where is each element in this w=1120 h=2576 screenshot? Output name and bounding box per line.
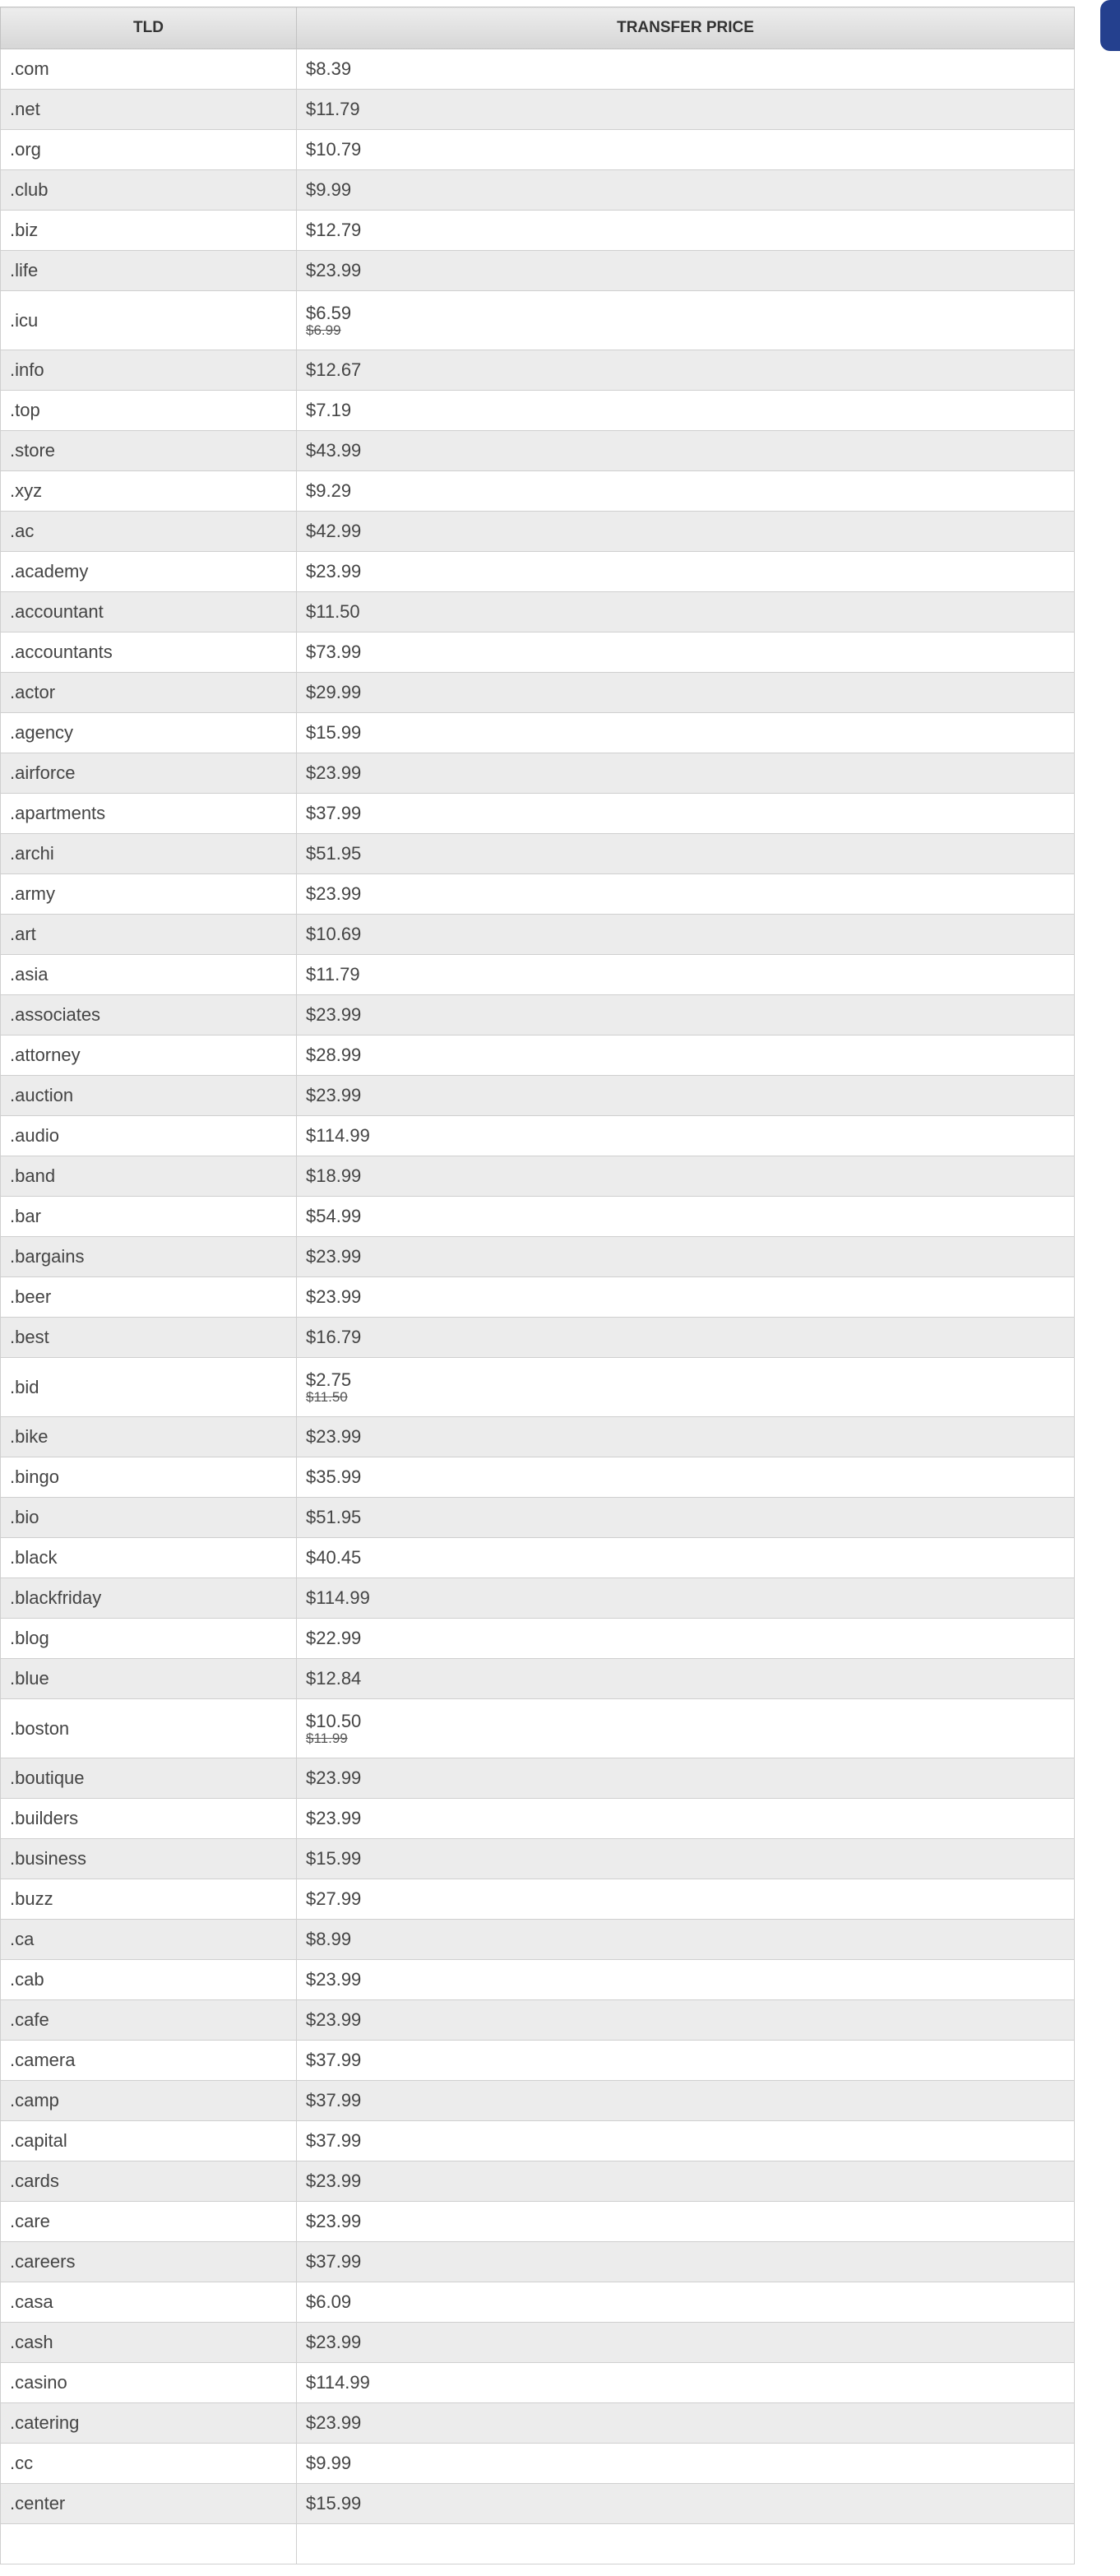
table-row	[1, 1659, 1075, 1699]
tld-cell: .black	[1, 1538, 297, 1578]
transfer-price: $10.69	[306, 924, 362, 944]
transfer-price: $28.99	[306, 1045, 362, 1065]
tld-cell: .care	[1, 2202, 297, 2242]
table-row	[1, 2121, 1075, 2161]
table-row	[1, 1578, 1075, 1619]
tld-cell: .boston	[1, 1699, 297, 1758]
transfer-price: $11.79	[306, 99, 360, 119]
price-cell	[297, 2081, 1075, 2121]
tld-price-table-container	[0, 7, 1074, 2564]
transfer-price: $23.99	[306, 260, 362, 280]
transfer-price: $11.79	[306, 964, 360, 985]
table-row	[1, 753, 1075, 794]
price-cell	[297, 2242, 1075, 2282]
price-cell	[297, 1758, 1075, 1799]
transfer-price: $37.99	[306, 803, 362, 823]
transfer-price: $12.84	[306, 1668, 362, 1689]
table-row	[1, 130, 1075, 170]
price-cell	[297, 1799, 1075, 1839]
transfer-price: $51.95	[306, 1507, 362, 1527]
price-cell	[297, 1237, 1075, 1277]
price-cell	[297, 915, 1075, 955]
price-cell	[297, 2202, 1075, 2242]
table-row	[1, 1197, 1075, 1237]
transfer-price: $6.09	[306, 2291, 352, 2312]
tld-cell: .cafe	[1, 2000, 297, 2041]
transfer-price: $29.99	[306, 682, 362, 702]
tld-cell: .accountant	[1, 592, 297, 632]
table-row	[1, 2161, 1075, 2202]
transfer-price: $43.99	[306, 440, 362, 461]
tld-cell: .bar	[1, 1197, 297, 1237]
table-row	[1, 1879, 1075, 1920]
price-cell	[297, 1197, 1075, 1237]
transfer-price: $23.99	[306, 2171, 362, 2191]
price-cell	[297, 2282, 1075, 2323]
table-row	[1, 1758, 1075, 1799]
tld-cell: .beer	[1, 1277, 297, 1318]
transfer-price: $23.99	[306, 762, 362, 783]
transfer-price: $37.99	[306, 2130, 362, 2151]
table-row	[1, 1920, 1075, 1960]
tld-cell: .bargains	[1, 1237, 297, 1277]
table-row	[1, 512, 1075, 552]
tld-cell: .associates	[1, 995, 297, 1035]
table-row	[1, 1839, 1075, 1879]
price-cell	[297, 2323, 1075, 2363]
table-row	[1, 2363, 1075, 2403]
tld-cell: .academy	[1, 552, 297, 592]
transfer-price: $7.19	[306, 400, 352, 420]
transfer-price: $42.99	[306, 521, 362, 541]
price-cell	[297, 2484, 1075, 2524]
price-cell	[297, 955, 1075, 995]
price-cell	[297, 2524, 1075, 2564]
table-row	[1, 1156, 1075, 1197]
transfer-price: $23.99	[306, 1004, 362, 1025]
table-row	[1, 794, 1075, 834]
table-row	[1, 2282, 1075, 2323]
tld-cell: .bike	[1, 1417, 297, 1457]
tld-cell: .net	[1, 90, 297, 130]
table-row	[1, 2323, 1075, 2363]
price-cell	[297, 2121, 1075, 2161]
price-cell	[297, 673, 1075, 713]
price-cell	[297, 2363, 1075, 2403]
transfer-price: $23.99	[306, 1085, 362, 1105]
table-row	[1, 2081, 1075, 2121]
tld-cell: .bid	[1, 1358, 297, 1417]
price-cell	[297, 49, 1075, 90]
table-row	[1, 955, 1075, 995]
price-cell	[297, 1417, 1075, 1457]
table-row	[1, 90, 1075, 130]
table-row	[1, 251, 1075, 291]
transfer-price: $10.50	[306, 1710, 362, 1731]
table-row	[1, 2484, 1075, 2524]
tld-cell: .ac	[1, 512, 297, 552]
table-row	[1, 350, 1075, 391]
price-cell	[297, 512, 1075, 552]
table-row	[1, 1076, 1075, 1116]
transfer-price: $10.79	[306, 139, 362, 160]
transfer-price: $16.79	[306, 1327, 362, 1347]
table-header-row	[1, 7, 1075, 49]
tld-cell: .auction	[1, 1076, 297, 1116]
price-cell	[297, 632, 1075, 673]
table-row	[1, 1619, 1075, 1659]
transfer-price: $8.99	[306, 1929, 352, 1949]
price-cell	[297, 713, 1075, 753]
table-row	[1, 2202, 1075, 2242]
tld-cell: .capital	[1, 2121, 297, 2161]
transfer-price: $40.45	[306, 1547, 362, 1568]
transfer-price: $23.99	[306, 1969, 362, 1990]
price-cell	[297, 592, 1075, 632]
table-row	[1, 1699, 1075, 1758]
table-row	[1, 713, 1075, 753]
table-row	[1, 632, 1075, 673]
price-cell	[297, 1277, 1075, 1318]
tld-cell: .blackfriday	[1, 1578, 297, 1619]
original-price-strikethrough: $6.99	[306, 322, 341, 338]
price-cell	[297, 2444, 1075, 2484]
transfer-price: $23.99	[306, 883, 362, 904]
price-cell	[297, 1578, 1075, 1619]
tld-cell: .camera	[1, 2041, 297, 2081]
tld-cell: .blog	[1, 1619, 297, 1659]
tld-cell: .biz	[1, 211, 297, 251]
tld-cell: .art	[1, 915, 297, 955]
tld-cell: .actor	[1, 673, 297, 713]
transfer-price: $23.99	[306, 2332, 362, 2352]
tld-cell: .careers	[1, 2242, 297, 2282]
price-cell	[297, 2403, 1075, 2444]
transfer-price: $9.29	[306, 480, 352, 501]
tld-cell	[1, 2524, 297, 2564]
table-row	[1, 874, 1075, 915]
transfer-price: $12.67	[306, 359, 362, 380]
table-row	[1, 1237, 1075, 1277]
table-row	[1, 2000, 1075, 2041]
transfer-price: $23.99	[306, 1808, 362, 1828]
price-cell	[297, 291, 1075, 350]
price-cell	[297, 471, 1075, 512]
price-cell	[297, 1659, 1075, 1699]
transfer-price: $15.99	[306, 722, 362, 743]
tld-cell: .best	[1, 1318, 297, 1358]
price-cell	[297, 753, 1075, 794]
price-cell	[297, 1358, 1075, 1417]
table-row	[1, 592, 1075, 632]
price-cell	[297, 1538, 1075, 1578]
original-price-strikethrough: $11.99	[306, 1730, 348, 1746]
tld-cell: .agency	[1, 713, 297, 753]
tld-cell: .accountants	[1, 632, 297, 673]
table-row	[1, 2041, 1075, 2081]
table-row	[1, 1799, 1075, 1839]
side-tab-button[interactable]	[1100, 0, 1120, 51]
transfer-price: $9.99	[306, 179, 352, 200]
price-cell	[297, 2161, 1075, 2202]
price-cell	[297, 1498, 1075, 1538]
transfer-price: $23.99	[306, 1768, 362, 1788]
tld-column-header: TLD	[1, 7, 297, 49]
tld-cell: .icu	[1, 291, 297, 350]
table-row	[1, 1116, 1075, 1156]
table-row	[1, 291, 1075, 350]
tld-cell: .cash	[1, 2323, 297, 2363]
price-cell	[297, 2000, 1075, 2041]
tld-cell: .info	[1, 350, 297, 391]
table-row	[1, 1035, 1075, 1076]
tld-cell: .bingo	[1, 1457, 297, 1498]
transfer-price: $37.99	[306, 2251, 362, 2272]
transfer-price: $23.99	[306, 1246, 362, 1267]
table-row	[1, 431, 1075, 471]
tld-cell: .cab	[1, 1960, 297, 2000]
tld-cell: .business	[1, 1839, 297, 1879]
table-row	[1, 673, 1075, 713]
table-body	[1, 49, 1075, 2564]
price-cell	[297, 1318, 1075, 1358]
transfer-price: $54.99	[306, 1206, 362, 1226]
price-cell	[297, 1920, 1075, 1960]
tld-cell: .catering	[1, 2403, 297, 2444]
price-cell	[297, 1960, 1075, 2000]
tld-cell: .store	[1, 431, 297, 471]
transfer-price: $11.50	[306, 601, 360, 622]
table-row	[1, 552, 1075, 592]
transfer-price: $23.99	[306, 1286, 362, 1307]
tld-price-table	[0, 7, 1075, 2564]
price-cell	[297, 2041, 1075, 2081]
tld-cell: .airforce	[1, 753, 297, 794]
price-cell	[297, 1879, 1075, 1920]
price-cell	[297, 211, 1075, 251]
price-cell	[297, 1457, 1075, 1498]
table-row	[1, 2444, 1075, 2484]
transfer-price: $15.99	[306, 1848, 362, 1869]
tld-cell: .top	[1, 391, 297, 431]
table-row	[1, 1538, 1075, 1578]
tld-cell: .ca	[1, 1920, 297, 1960]
price-cell	[297, 1839, 1075, 1879]
table-row	[1, 1960, 1075, 2000]
tld-cell: .builders	[1, 1799, 297, 1839]
transfer-price: $23.99	[306, 1426, 362, 1447]
transfer-price: $114.99	[306, 1125, 370, 1146]
tld-cell: .band	[1, 1156, 297, 1197]
table-row	[1, 391, 1075, 431]
transfer-price: $8.39	[306, 58, 352, 79]
tld-cell: .club	[1, 170, 297, 211]
transfer-price: $27.99	[306, 1888, 362, 1909]
transfer-price: $9.99	[306, 2453, 352, 2473]
tld-cell: .com	[1, 49, 297, 90]
tld-cell: .asia	[1, 955, 297, 995]
transfer-price: $23.99	[306, 2009, 362, 2030]
transfer-price: $6.59	[306, 302, 352, 323]
transfer-price: $114.99	[306, 1587, 370, 1608]
table-row	[1, 1318, 1075, 1358]
original-price-strikethrough: $11.50	[306, 1388, 348, 1405]
tld-cell: .casino	[1, 2363, 297, 2403]
tld-cell: .cc	[1, 2444, 297, 2484]
price-cell	[297, 170, 1075, 211]
price-cell	[297, 391, 1075, 431]
transfer-price: $114.99	[306, 2372, 370, 2393]
tld-cell: .bio	[1, 1498, 297, 1538]
price-cell	[297, 1116, 1075, 1156]
tld-cell: .apartments	[1, 794, 297, 834]
transfer-price: $12.79	[306, 220, 362, 240]
transfer-price: $23.99	[306, 2211, 362, 2231]
tld-cell: .center	[1, 2484, 297, 2524]
table-row	[1, 915, 1075, 955]
transfer-price: $18.99	[306, 1165, 362, 1186]
tld-cell: .casa	[1, 2282, 297, 2323]
table-row	[1, 2242, 1075, 2282]
price-cell	[297, 130, 1075, 170]
price-cell	[297, 90, 1075, 130]
tld-cell: .org	[1, 130, 297, 170]
transfer-price: $37.99	[306, 2050, 362, 2070]
price-cell	[297, 1699, 1075, 1758]
table-row	[1, 49, 1075, 90]
tld-cell: .camp	[1, 2081, 297, 2121]
price-cell	[297, 874, 1075, 915]
price-cell	[297, 431, 1075, 471]
transfer-price: $51.95	[306, 843, 362, 864]
price-cell	[297, 794, 1075, 834]
table-row	[1, 170, 1075, 211]
tld-cell: .buzz	[1, 1879, 297, 1920]
tld-cell: .cards	[1, 2161, 297, 2202]
tld-cell: .blue	[1, 1659, 297, 1699]
transfer-price: $37.99	[306, 2090, 362, 2110]
transfer-price: $15.99	[306, 2493, 362, 2513]
price-cell	[297, 251, 1075, 291]
price-cell	[297, 1076, 1075, 1116]
transfer-price: $2.75	[306, 1369, 352, 1390]
tld-cell: .xyz	[1, 471, 297, 512]
table-row	[1, 995, 1075, 1035]
transfer-price: $73.99	[306, 642, 362, 662]
price-column-header: TRANSFER PRICE	[297, 7, 1075, 49]
price-cell	[297, 1035, 1075, 1076]
tld-cell: .army	[1, 874, 297, 915]
table-row	[1, 1358, 1075, 1417]
tld-cell: .audio	[1, 1116, 297, 1156]
price-cell	[297, 1156, 1075, 1197]
table-row	[1, 1457, 1075, 1498]
tld-cell: .life	[1, 251, 297, 291]
price-cell	[297, 350, 1075, 391]
tld-cell: .attorney	[1, 1035, 297, 1076]
transfer-price: $35.99	[306, 1466, 362, 1487]
table-row	[1, 1498, 1075, 1538]
tld-cell: .boutique	[1, 1758, 297, 1799]
table-row	[1, 1417, 1075, 1457]
price-cell	[297, 1619, 1075, 1659]
price-cell	[297, 552, 1075, 592]
price-cell	[297, 995, 1075, 1035]
table-row	[1, 471, 1075, 512]
price-cell	[297, 834, 1075, 874]
table-row	[1, 211, 1075, 251]
transfer-price: $22.99	[306, 1628, 362, 1648]
transfer-price: $23.99	[306, 2412, 362, 2433]
table-row	[1, 2524, 1075, 2564]
tld-cell: .archi	[1, 834, 297, 874]
table-row	[1, 834, 1075, 874]
table-row	[1, 2403, 1075, 2444]
table-row	[1, 1277, 1075, 1318]
transfer-price: $23.99	[306, 561, 362, 581]
